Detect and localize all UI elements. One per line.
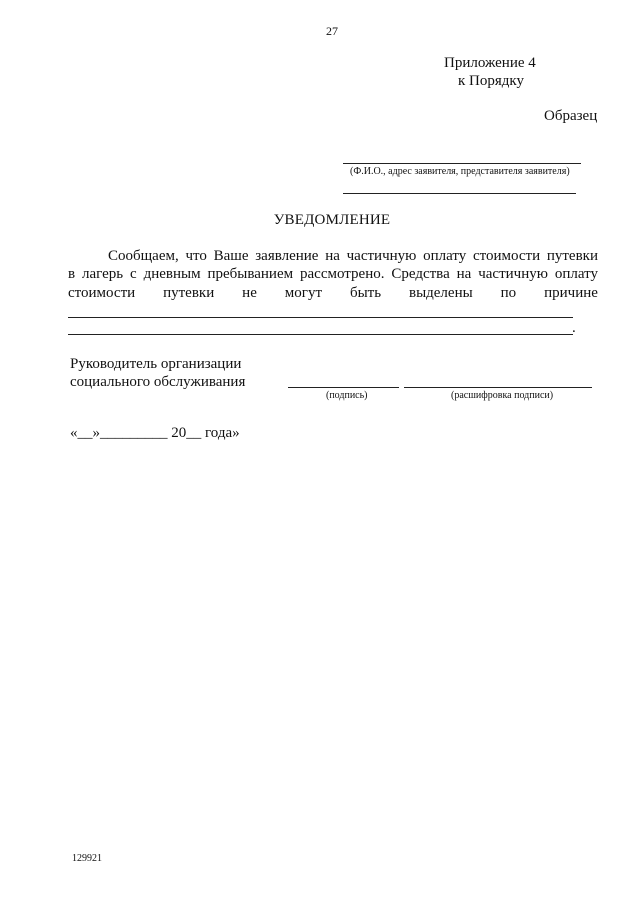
head-title-line-2: социального обслуживания: [70, 374, 246, 390]
reason-line-2: [68, 334, 573, 335]
word: могут: [284, 285, 322, 301]
addressee-line-1: [343, 163, 581, 164]
date-line: «__»_________ 20__ года»: [70, 425, 240, 441]
reason-end-mark: .: [572, 320, 576, 336]
appendix-label: Приложение 4: [444, 55, 536, 71]
appendix-sub-label: к Порядку: [458, 73, 524, 89]
word: путевки: [163, 285, 215, 301]
signature-line: [288, 387, 399, 388]
notice-line-1: Сообщаем, что Ваше заявление на частичную оплату стоимости путевки: [108, 248, 598, 264]
signature-caption: (подпись): [326, 390, 368, 401]
addressee-line-2: [343, 193, 576, 194]
signature-decode-caption: (расшифровка подписи): [451, 390, 554, 401]
fio-caption: (Ф.И.О., адрес заявителя, представителя заявителя): [350, 166, 570, 177]
document-code: 129921: [72, 853, 102, 864]
head-title-line-1: Руководитель организации: [70, 356, 242, 372]
word: не: [242, 285, 257, 301]
notice-line-3: [68, 285, 598, 302]
page-number: 27: [326, 24, 338, 38]
word: стоимости: [68, 285, 136, 301]
word: быть: [349, 285, 382, 301]
document-title: УВЕДОМЛЕНИЕ: [273, 212, 391, 228]
word: причине: [544, 285, 598, 301]
word: по: [500, 285, 517, 301]
reason-line-1: [68, 317, 573, 318]
signature-decode-line: [404, 387, 592, 388]
sample-label: Образец: [544, 108, 598, 124]
notice-line-2: в лагерь с дневным пребыванием рассмотрено. Средства на частичную оплату: [68, 266, 598, 282]
word: выделены: [408, 285, 473, 301]
